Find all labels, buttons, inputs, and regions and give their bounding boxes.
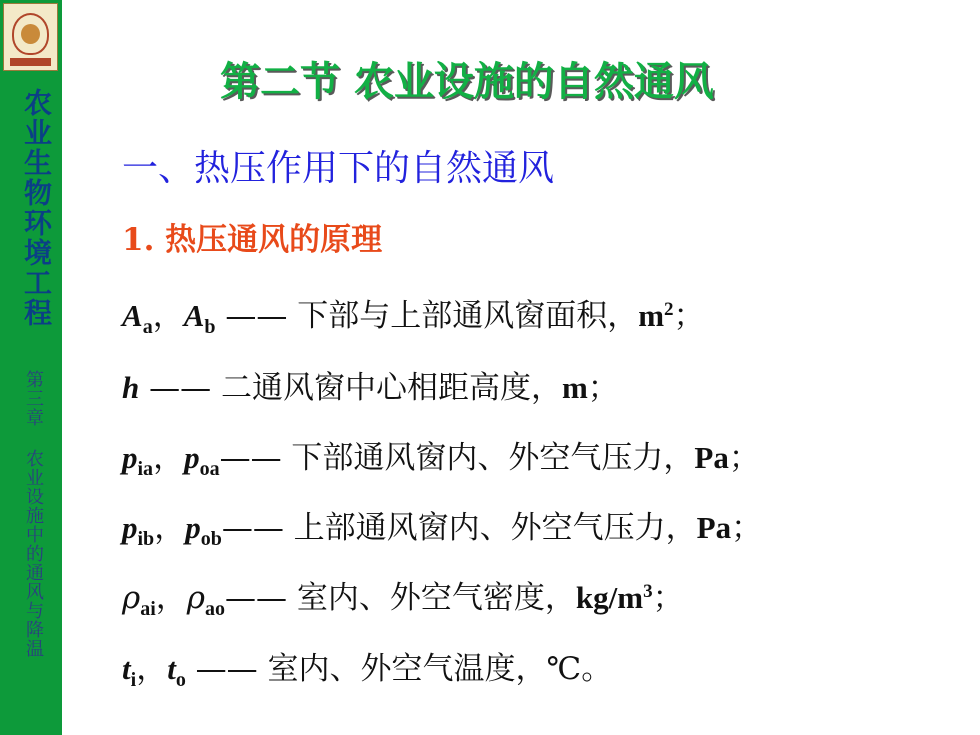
definition-row: $p_{ia}$，$p_{oa}——$ 下部通风窗内、外空气压力，Pa； (122, 440, 760, 480)
subsection-heading: 1. 热压通风的原理 (122, 222, 383, 258)
university-logo (3, 3, 58, 71)
definition-row: h —— 二通风窗中心相距高度，m； (122, 370, 619, 406)
sidebar (0, 0, 62, 735)
course-title: 农业生物环境工程 (20, 88, 53, 328)
slide-title: 第二节 农业设施的自然通风 (220, 59, 714, 105)
definition-row: $t_i$，$t_o$ —— 室内、外空气温度，℃。 (122, 651, 613, 691)
definition-row: $p_{ib}$，$p_{ob}——$ 上部通风窗内、外空气压力，Pa； (122, 510, 763, 550)
section-heading: 一、热压作用下的自然通风 (122, 148, 555, 189)
definition-row: $A_a$，$A_b$ —— 下部与上部通风窗面积，$m^2$； (122, 298, 705, 338)
chapter-title: 第三章 农业设施中的通风与降温 (23, 370, 44, 658)
definition-row: $\rho_{ai}$，$\rho_{ao}——$ 室内、外空气密度，$kg/m^3$； (122, 580, 684, 620)
